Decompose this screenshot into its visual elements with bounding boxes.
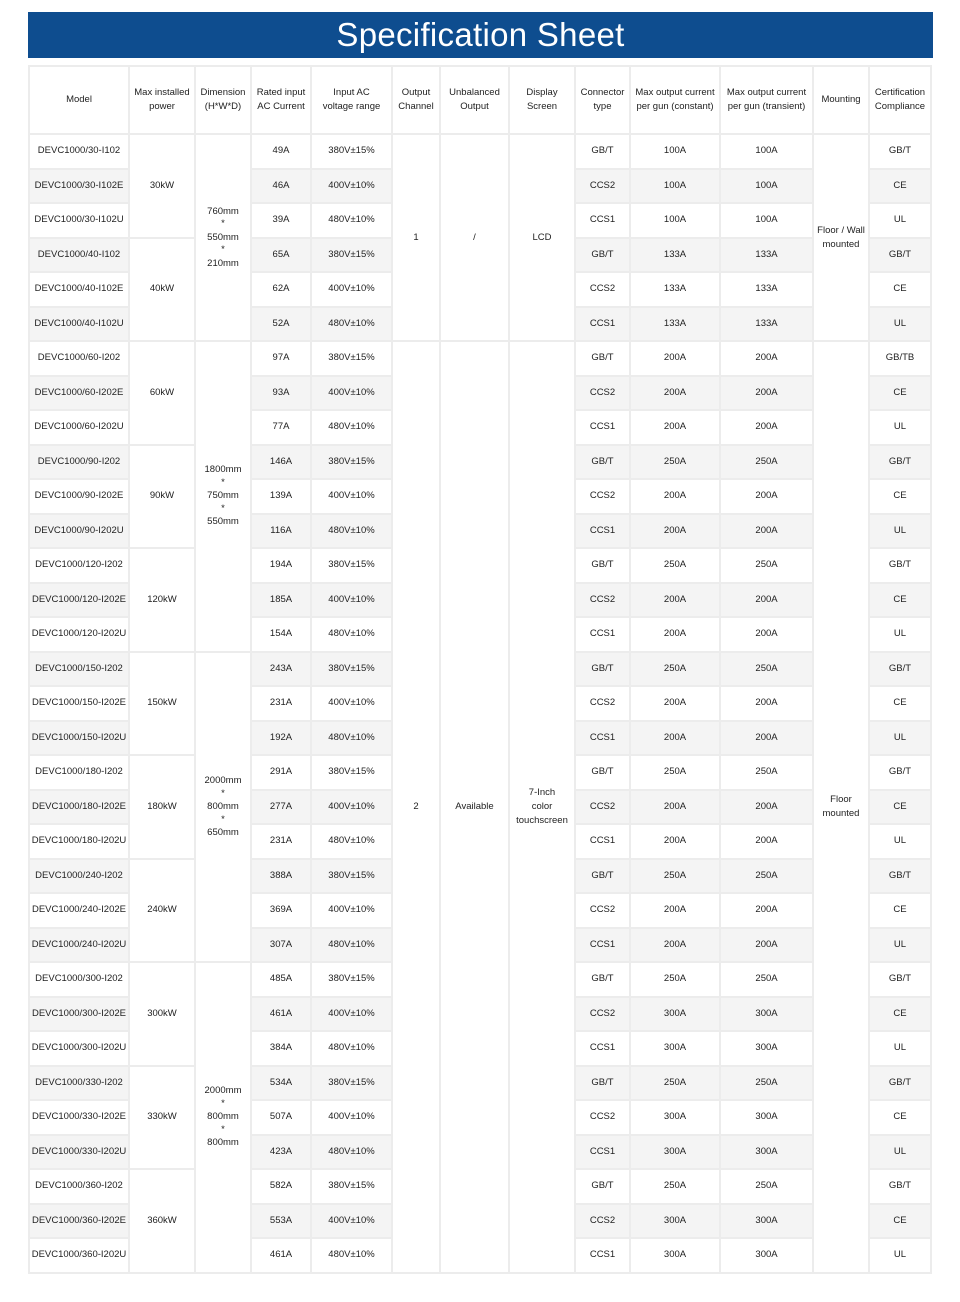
model-cell: DEVC1000/330-I202 bbox=[30, 1067, 128, 1100]
dimension-cell: 2000mm * 800mm * 650mm bbox=[196, 653, 250, 962]
voltage-cell: 400V±10% bbox=[312, 170, 391, 203]
header-rated-current: Rated input AC Current bbox=[252, 67, 310, 133]
max-power-cell: 240kW bbox=[130, 860, 194, 962]
max-transient-cell: 300A bbox=[721, 1205, 812, 1238]
model-cell: DEVC1000/240-I202 bbox=[30, 860, 128, 893]
certification-cell: GB/T bbox=[870, 1170, 930, 1203]
model-cell: DEVC1000/30-I102E bbox=[30, 170, 128, 203]
model-cell: DEVC1000/300-I202 bbox=[30, 963, 128, 996]
rated-current-cell: 231A bbox=[252, 687, 310, 720]
certification-cell: UL bbox=[870, 825, 930, 858]
certification-cell: UL bbox=[870, 1239, 930, 1272]
connector-cell: CCS1 bbox=[576, 1032, 629, 1065]
rated-current-cell: 277A bbox=[252, 791, 310, 824]
model-cell: DEVC1000/180-I202 bbox=[30, 756, 128, 789]
certification-cell: CE bbox=[870, 687, 930, 720]
model-cell: DEVC1000/30-I102U bbox=[30, 204, 128, 237]
model-cell: DEVC1000/360-I202 bbox=[30, 1170, 128, 1203]
max-transient-cell: 200A bbox=[721, 825, 812, 858]
model-cell: DEVC1000/40-I102 bbox=[30, 239, 128, 272]
dimension-cell: 2000mm * 800mm * 800mm bbox=[196, 963, 250, 1272]
certification-cell: UL bbox=[870, 1136, 930, 1169]
certification-cell: UL bbox=[870, 618, 930, 651]
voltage-cell: 380V±15% bbox=[312, 860, 391, 893]
rated-current-cell: 146A bbox=[252, 446, 310, 479]
rated-current-cell: 243A bbox=[252, 653, 310, 686]
model-cell: DEVC1000/90-I202E bbox=[30, 480, 128, 513]
max-constant-cell: 250A bbox=[631, 756, 719, 789]
connector-cell: CCS2 bbox=[576, 894, 629, 927]
connector-cell: CCS2 bbox=[576, 791, 629, 824]
max-constant-cell: 133A bbox=[631, 308, 719, 341]
voltage-cell: 380V±15% bbox=[312, 549, 391, 582]
header-max-power: Max installed power bbox=[130, 67, 194, 133]
rated-current-cell: 93A bbox=[252, 377, 310, 410]
rated-current-cell: 192A bbox=[252, 722, 310, 755]
voltage-cell: 480V±10% bbox=[312, 825, 391, 858]
connector-cell: CCS1 bbox=[576, 308, 629, 341]
certification-cell: GB/T bbox=[870, 756, 930, 789]
max-constant-cell: 133A bbox=[631, 273, 719, 306]
max-transient-cell: 300A bbox=[721, 998, 812, 1031]
voltage-cell: 400V±10% bbox=[312, 1101, 391, 1134]
max-constant-cell: 200A bbox=[631, 825, 719, 858]
max-transient-cell: 200A bbox=[721, 929, 812, 962]
certification-cell: GB/T bbox=[870, 1067, 930, 1100]
header-output-channel: Output Channel bbox=[393, 67, 439, 133]
model-cell: DEVC1000/330-I202U bbox=[30, 1136, 128, 1169]
certification-cell: GB/T bbox=[870, 446, 930, 479]
voltage-cell: 400V±10% bbox=[312, 998, 391, 1031]
model-cell: DEVC1000/40-I102U bbox=[30, 308, 128, 341]
connector-cell: GB/T bbox=[576, 549, 629, 582]
model-cell: DEVC1000/300-I202E bbox=[30, 998, 128, 1031]
max-constant-cell: 250A bbox=[631, 963, 719, 996]
max-constant-cell: 200A bbox=[631, 722, 719, 755]
max-power-cell: 360kW bbox=[130, 1170, 194, 1272]
model-cell: DEVC1000/240-I202U bbox=[30, 929, 128, 962]
connector-cell: CCS2 bbox=[576, 998, 629, 1031]
model-cell: DEVC1000/40-I102E bbox=[30, 273, 128, 306]
max-constant-cell: 133A bbox=[631, 239, 719, 272]
connector-cell: GB/T bbox=[576, 239, 629, 272]
voltage-cell: 480V±10% bbox=[312, 618, 391, 651]
max-transient-cell: 200A bbox=[721, 342, 812, 375]
connector-cell: CCS2 bbox=[576, 480, 629, 513]
certification-cell: UL bbox=[870, 929, 930, 962]
connector-cell: CCS1 bbox=[576, 929, 629, 962]
voltage-cell: 380V±15% bbox=[312, 963, 391, 996]
connector-cell: CCS2 bbox=[576, 687, 629, 720]
rated-current-cell: 77A bbox=[252, 411, 310, 444]
display-screen-cell: 7-Inch color touchscreen bbox=[510, 342, 574, 1272]
max-transient-cell: 250A bbox=[721, 963, 812, 996]
max-constant-cell: 200A bbox=[631, 480, 719, 513]
output-channel-cell: 2 bbox=[393, 342, 439, 1272]
header-voltage: Input AC voltage range bbox=[312, 67, 391, 133]
certification-cell: GB/T bbox=[870, 549, 930, 582]
rated-current-cell: 423A bbox=[252, 1136, 310, 1169]
max-constant-cell: 300A bbox=[631, 1205, 719, 1238]
model-cell: DEVC1000/330-I202E bbox=[30, 1101, 128, 1134]
voltage-cell: 380V±15% bbox=[312, 1067, 391, 1100]
connector-cell: CCS1 bbox=[576, 825, 629, 858]
spec-table bbox=[28, 65, 932, 1274]
connector-cell: CCS2 bbox=[576, 377, 629, 410]
max-constant-cell: 300A bbox=[631, 998, 719, 1031]
max-transient-cell: 200A bbox=[721, 480, 812, 513]
model-cell: DEVC1000/30-I102 bbox=[30, 135, 128, 168]
rated-current-cell: 461A bbox=[252, 1239, 310, 1272]
max-transient-cell: 200A bbox=[721, 618, 812, 651]
voltage-cell: 400V±10% bbox=[312, 480, 391, 513]
rated-current-cell: 139A bbox=[252, 480, 310, 513]
model-cell: DEVC1000/60-I202U bbox=[30, 411, 128, 444]
page-title: Specification Sheet bbox=[336, 16, 625, 53]
model-cell: DEVC1000/180-I202U bbox=[30, 825, 128, 858]
rated-current-cell: 307A bbox=[252, 929, 310, 962]
connector-cell: GB/T bbox=[576, 342, 629, 375]
max-transient-cell: 200A bbox=[721, 411, 812, 444]
max-constant-cell: 200A bbox=[631, 377, 719, 410]
voltage-cell: 480V±10% bbox=[312, 411, 391, 444]
rated-current-cell: 116A bbox=[252, 515, 310, 548]
max-transient-cell: 100A bbox=[721, 204, 812, 237]
certification-cell: GB/T bbox=[870, 653, 930, 686]
rated-current-cell: 369A bbox=[252, 894, 310, 927]
unbalanced-output-cell: Available bbox=[441, 342, 508, 1272]
connector-cell: CCS1 bbox=[576, 618, 629, 651]
connector-cell: GB/T bbox=[576, 963, 629, 996]
max-constant-cell: 250A bbox=[631, 446, 719, 479]
voltage-cell: 380V±15% bbox=[312, 342, 391, 375]
connector-cell: CCS1 bbox=[576, 1136, 629, 1169]
rated-current-cell: 231A bbox=[252, 825, 310, 858]
connector-cell: GB/T bbox=[576, 1170, 629, 1203]
output-channel-cell: 1 bbox=[393, 135, 439, 340]
rated-current-cell: 507A bbox=[252, 1101, 310, 1134]
connector-cell: GB/T bbox=[576, 135, 629, 168]
max-transient-cell: 300A bbox=[721, 1101, 812, 1134]
max-transient-cell: 200A bbox=[721, 584, 812, 617]
max-power-cell: 180kW bbox=[130, 756, 194, 858]
voltage-cell: 480V±10% bbox=[312, 515, 391, 548]
voltage-cell: 480V±10% bbox=[312, 722, 391, 755]
certification-cell: CE bbox=[870, 584, 930, 617]
rated-current-cell: 154A bbox=[252, 618, 310, 651]
model-cell: DEVC1000/60-I202E bbox=[30, 377, 128, 410]
certification-cell: GB/T bbox=[870, 963, 930, 996]
certification-cell: CE bbox=[870, 170, 930, 203]
certification-cell: CE bbox=[870, 894, 930, 927]
certification-cell: CE bbox=[870, 998, 930, 1031]
certification-cell: GB/T bbox=[870, 860, 930, 893]
certification-cell: CE bbox=[870, 377, 930, 410]
table-row bbox=[30, 342, 930, 375]
max-constant-cell: 200A bbox=[631, 342, 719, 375]
header-max-transient: Max output current per gun (transient) bbox=[721, 67, 812, 133]
max-constant-cell: 250A bbox=[631, 1170, 719, 1203]
certification-cell: CE bbox=[870, 273, 930, 306]
max-power-cell: 150kW bbox=[130, 653, 194, 755]
voltage-cell: 400V±10% bbox=[312, 1205, 391, 1238]
voltage-cell: 480V±10% bbox=[312, 1136, 391, 1169]
certification-cell: UL bbox=[870, 308, 930, 341]
rated-current-cell: 582A bbox=[252, 1170, 310, 1203]
certification-cell: UL bbox=[870, 515, 930, 548]
max-transient-cell: 200A bbox=[721, 894, 812, 927]
connector-cell: CCS1 bbox=[576, 1239, 629, 1272]
connector-cell: GB/T bbox=[576, 756, 629, 789]
max-constant-cell: 300A bbox=[631, 1032, 719, 1065]
max-transient-cell: 200A bbox=[721, 791, 812, 824]
connector-cell: CCS2 bbox=[576, 170, 629, 203]
max-constant-cell: 200A bbox=[631, 618, 719, 651]
voltage-cell: 480V±10% bbox=[312, 929, 391, 962]
max-transient-cell: 200A bbox=[721, 722, 812, 755]
max-constant-cell: 200A bbox=[631, 687, 719, 720]
max-power-cell: 330kW bbox=[130, 1067, 194, 1169]
header-model: Model bbox=[30, 67, 128, 133]
max-constant-cell: 100A bbox=[631, 135, 719, 168]
max-transient-cell: 300A bbox=[721, 1239, 812, 1272]
max-transient-cell: 200A bbox=[721, 377, 812, 410]
connector-cell: CCS2 bbox=[576, 273, 629, 306]
voltage-cell: 380V±15% bbox=[312, 1170, 391, 1203]
rated-current-cell: 97A bbox=[252, 342, 310, 375]
max-transient-cell: 250A bbox=[721, 549, 812, 582]
display-screen-cell: LCD bbox=[510, 135, 574, 340]
rated-current-cell: 39A bbox=[252, 204, 310, 237]
max-transient-cell: 250A bbox=[721, 446, 812, 479]
rated-current-cell: 534A bbox=[252, 1067, 310, 1100]
model-cell: DEVC1000/120-I202 bbox=[30, 549, 128, 582]
dimension-cell: 1800mm * 750mm * 550mm bbox=[196, 342, 250, 651]
max-power-cell: 300kW bbox=[130, 963, 194, 1065]
connector-cell: CCS1 bbox=[576, 204, 629, 237]
voltage-cell: 380V±15% bbox=[312, 239, 391, 272]
certification-cell: CE bbox=[870, 791, 930, 824]
voltage-cell: 480V±10% bbox=[312, 1239, 391, 1272]
max-transient-cell: 250A bbox=[721, 1067, 812, 1100]
max-constant-cell: 250A bbox=[631, 1067, 719, 1100]
model-cell: DEVC1000/150-I202 bbox=[30, 653, 128, 686]
model-cell: DEVC1000/300-I202U bbox=[30, 1032, 128, 1065]
voltage-cell: 480V±10% bbox=[312, 1032, 391, 1065]
mounting-cell: Floor / Wall mounted bbox=[814, 135, 868, 340]
connector-cell: GB/T bbox=[576, 653, 629, 686]
certification-cell: CE bbox=[870, 1101, 930, 1134]
max-constant-cell: 200A bbox=[631, 791, 719, 824]
voltage-cell: 400V±10% bbox=[312, 687, 391, 720]
rated-current-cell: 49A bbox=[252, 135, 310, 168]
rated-current-cell: 388A bbox=[252, 860, 310, 893]
max-transient-cell: 133A bbox=[721, 273, 812, 306]
model-cell: DEVC1000/120-I202U bbox=[30, 618, 128, 651]
model-cell: DEVC1000/150-I202E bbox=[30, 687, 128, 720]
dimension-cell: 760mm * 550mm * 210mm bbox=[196, 135, 250, 340]
max-constant-cell: 200A bbox=[631, 515, 719, 548]
certification-cell: GB/T bbox=[870, 135, 930, 168]
header-connector: Connector type bbox=[576, 67, 629, 133]
max-power-cell: 60kW bbox=[130, 342, 194, 444]
max-transient-cell: 300A bbox=[721, 1032, 812, 1065]
connector-cell: GB/T bbox=[576, 1067, 629, 1100]
max-transient-cell: 200A bbox=[721, 515, 812, 548]
max-transient-cell: 250A bbox=[721, 860, 812, 893]
connector-cell: GB/T bbox=[576, 446, 629, 479]
model-cell: DEVC1000/240-I202E bbox=[30, 894, 128, 927]
voltage-cell: 380V±15% bbox=[312, 756, 391, 789]
voltage-cell: 400V±10% bbox=[312, 584, 391, 617]
model-cell: DEVC1000/150-I202U bbox=[30, 722, 128, 755]
title-bar bbox=[28, 12, 933, 58]
max-transient-cell: 250A bbox=[721, 653, 812, 686]
max-constant-cell: 250A bbox=[631, 549, 719, 582]
header-max-constant: Max output current per gun (constant) bbox=[631, 67, 719, 133]
max-transient-cell: 133A bbox=[721, 308, 812, 341]
table-row bbox=[30, 135, 930, 168]
model-cell: DEVC1000/120-I202E bbox=[30, 584, 128, 617]
rated-current-cell: 291A bbox=[252, 756, 310, 789]
max-constant-cell: 200A bbox=[631, 894, 719, 927]
max-constant-cell: 300A bbox=[631, 1136, 719, 1169]
max-power-cell: 30kW bbox=[130, 135, 194, 237]
max-power-cell: 40kW bbox=[130, 239, 194, 341]
rated-current-cell: 384A bbox=[252, 1032, 310, 1065]
max-constant-cell: 100A bbox=[631, 204, 719, 237]
header-dimension: Dimension (H*W*D) bbox=[196, 67, 250, 133]
certification-cell: GB/T bbox=[870, 239, 930, 272]
max-constant-cell: 100A bbox=[631, 170, 719, 203]
voltage-cell: 400V±10% bbox=[312, 791, 391, 824]
max-power-cell: 90kW bbox=[130, 446, 194, 548]
model-cell: DEVC1000/60-I202 bbox=[30, 342, 128, 375]
model-cell: DEVC1000/90-I202U bbox=[30, 515, 128, 548]
max-transient-cell: 100A bbox=[721, 170, 812, 203]
max-constant-cell: 250A bbox=[631, 653, 719, 686]
voltage-cell: 480V±10% bbox=[312, 204, 391, 237]
header-unbalanced: Unbalanced Output bbox=[441, 67, 508, 133]
unbalanced-output-cell: / bbox=[441, 135, 508, 340]
model-cell: DEVC1000/360-I202E bbox=[30, 1205, 128, 1238]
max-constant-cell: 300A bbox=[631, 1101, 719, 1134]
certification-cell: UL bbox=[870, 722, 930, 755]
max-constant-cell: 200A bbox=[631, 929, 719, 962]
max-transient-cell: 133A bbox=[721, 239, 812, 272]
certification-cell: CE bbox=[870, 1205, 930, 1238]
connector-cell: CCS2 bbox=[576, 1101, 629, 1134]
max-transient-cell: 300A bbox=[721, 1136, 812, 1169]
header-display: Display Screen bbox=[510, 67, 574, 133]
certification-cell: GB/TB bbox=[870, 342, 930, 375]
rated-current-cell: 485A bbox=[252, 963, 310, 996]
max-constant-cell: 300A bbox=[631, 1239, 719, 1272]
voltage-cell: 380V±15% bbox=[312, 135, 391, 168]
header-mounting: Mounting bbox=[814, 67, 868, 133]
rated-current-cell: 553A bbox=[252, 1205, 310, 1238]
model-cell: DEVC1000/360-I202U bbox=[30, 1239, 128, 1272]
certification-cell: UL bbox=[870, 411, 930, 444]
rated-current-cell: 62A bbox=[252, 273, 310, 306]
rated-current-cell: 52A bbox=[252, 308, 310, 341]
max-transient-cell: 250A bbox=[721, 756, 812, 789]
header-certification: Certification Compliance bbox=[870, 67, 930, 133]
rated-current-cell: 185A bbox=[252, 584, 310, 617]
spec-table-body bbox=[30, 135, 930, 1272]
rated-current-cell: 194A bbox=[252, 549, 310, 582]
header-row bbox=[30, 67, 930, 133]
max-constant-cell: 200A bbox=[631, 411, 719, 444]
connector-cell: CCS2 bbox=[576, 584, 629, 617]
max-power-cell: 120kW bbox=[130, 549, 194, 651]
max-transient-cell: 250A bbox=[721, 1170, 812, 1203]
voltage-cell: 400V±10% bbox=[312, 273, 391, 306]
voltage-cell: 380V±15% bbox=[312, 446, 391, 479]
connector-cell: CCS2 bbox=[576, 1205, 629, 1238]
rated-current-cell: 46A bbox=[252, 170, 310, 203]
model-cell: DEVC1000/180-I202E bbox=[30, 791, 128, 824]
max-transient-cell: 100A bbox=[721, 135, 812, 168]
model-cell: DEVC1000/90-I202 bbox=[30, 446, 128, 479]
connector-cell: GB/T bbox=[576, 860, 629, 893]
connector-cell: CCS1 bbox=[576, 411, 629, 444]
voltage-cell: 400V±10% bbox=[312, 894, 391, 927]
max-constant-cell: 200A bbox=[631, 584, 719, 617]
certification-cell: UL bbox=[870, 204, 930, 237]
certification-cell: CE bbox=[870, 480, 930, 513]
connector-cell: CCS1 bbox=[576, 515, 629, 548]
rated-current-cell: 65A bbox=[252, 239, 310, 272]
max-constant-cell: 250A bbox=[631, 860, 719, 893]
max-transient-cell: 200A bbox=[721, 687, 812, 720]
voltage-cell: 380V±15% bbox=[312, 653, 391, 686]
voltage-cell: 480V±10% bbox=[312, 308, 391, 341]
mounting-cell: Floor mounted bbox=[814, 342, 868, 1272]
certification-cell: UL bbox=[870, 1032, 930, 1065]
voltage-cell: 400V±10% bbox=[312, 377, 391, 410]
rated-current-cell: 461A bbox=[252, 998, 310, 1031]
connector-cell: CCS1 bbox=[576, 722, 629, 755]
